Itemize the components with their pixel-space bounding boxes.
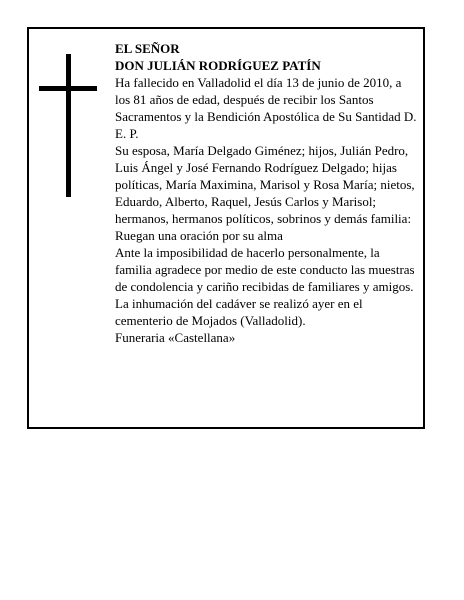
deceased-name: DON JULIÁN RODRÍGUEZ PATÍN [115,58,321,73]
heading-title: EL SEÑOR [115,41,180,56]
thanks-paragraph: Ante la imposibilidad de hacerlo personalmente, la familia agradece por medio de este conducto las muestras de condolencia y cariño recibidas de familiares y amigos. [115,245,415,294]
notice-text [115,40,417,346]
family-list: Su esposa, María Delgado Giménez; hijos, Julián Pedro, Luis Ángel y José Fernando Rodríguez Delgado; hijas políticas, María Maximina, Marisol y Rosa María; nietos, Eduardo, Alberto, Raquel, Jesús Carlos y Marisol; hermanos, hermanos políticos, sobrinos y demás familia: [115,143,415,226]
death-announcement: Ha fallecido en Valladolid el día 13 de junio de 2010, a los 81 años de edad, después de recibir los Santos Sacramentos y la Bendición Apostólica de Su Santidad D. E. P. [115,75,417,141]
cross-icon [39,54,97,197]
obituary-notice [27,27,425,429]
prayer-request: Ruegan una oración por su alma [115,228,283,243]
cross-horizontal-bar [39,86,97,91]
funeral-home: Funeraria «Castellana» [115,330,236,345]
burial-info: La inhumación del cadáver se realizó ayer en el cementerio de Mojados (Valladolid). [115,296,363,328]
cross-vertical-bar [66,54,71,197]
